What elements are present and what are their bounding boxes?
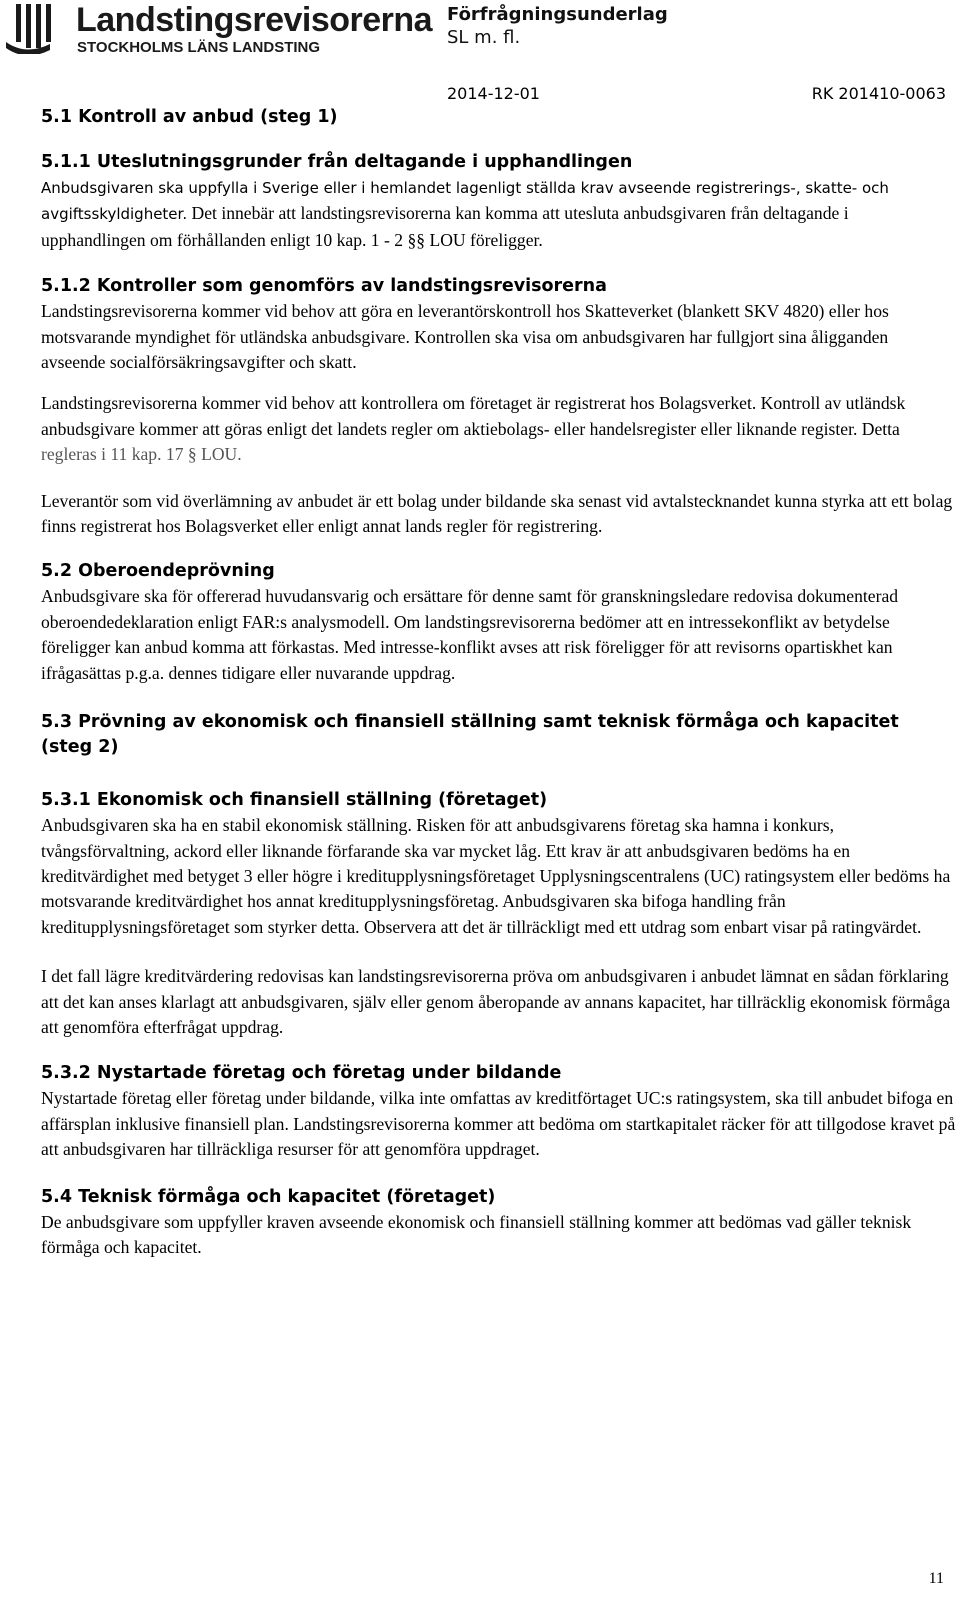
paragraph-5-1-2-b-ref: regleras i 11 kap. 17 (41, 444, 184, 465)
paragraph-5-1-2-c: Leverantör som vid överlämning av anbudet är ett bolag under bildande ska senast vid avtalstecknandet kunna styrka att ett bolag finns registrerat hos Bolagsverket eller enligt annat lands regler för registrering. (41, 490, 953, 537)
paragraph-5-1-2-a: Landstingsrevisorerna kommer vid behov att göra en leverantörskontroll hos Skatteverket (blankett SKV 4820) eller hos motsvarande myndighet för utländska anbudsgivare. Kontrollen ska visa om anbudsgivaren har fullgjort sina åligganden avseende socialförsäkringsavgifter och skatt. (41, 301, 889, 373)
paragraph-5-3-1-b: I det fall lägre kreditvärdering redovisas kan landstingsrevisorerna pröva om anbudsgivaren i anbudet lämnat en sådan förklaring att det kan anses klarlagt att anbudsgivaren, själv eller genom åberopande av annans kapacitet, har tillräcklig ekonomisk förmåga att genomföra efterfrågat uppdrag. (41, 966, 951, 1037)
page-number: 11 (928, 1570, 944, 1587)
document-reference: RK 201410-0063 (811, 84, 946, 103)
document-date: 2014-12-01 (447, 84, 540, 103)
section-heading-5-1-2: 5.1.2 Kontroller som genomförs av landstingsrevisorerna (41, 276, 607, 297)
paragraph-5-2: Anbudsgivare ska för offererad huvudansvarig och ersättare för denne samt för granskningsledare redovisa dokumenterad oberoendedeklaration enligt FAR:s analysmodell. Om landstingsrevisorerna bedömer att en intressekonflikt av betydelse föreligger kan anbud komma att förkastas. Med intresse-konflikt avses att risk föreligger för att revisorns opartiskhet kan ifrågasättas p.g.a. dennes tidigare eller nuvarande uppdrag. (41, 586, 899, 683)
logo-subtitle: STOCKHOLMS LÄNS LANDSTING (77, 39, 321, 56)
document-subtitle: SL m. fl. (447, 27, 521, 48)
paragraph-5-1-1-serif: Det innebär att landstingsrevisorerna kan komma att utesluta anbudsgivaren från deltagande i upphandlingen om förhållanden enligt 10 kap. 1 - 2 (41, 203, 849, 250)
paragraph-5-1-1-sans: Anbudsgivaren ska uppfylla i Sverige eller i hemlandet lagenligt ställda krav avseende registrerings-, skatte- och avgiftsskyldigheter. (41, 179, 889, 224)
paragraph-5-1-2-b-end: LOU. (201, 444, 242, 465)
paragraph-5-4: De anbudsgivare som uppfyller kraven avseende ekonomisk och finansiell ställning kommer att bedömas vad gäller teknisk förmåga och kapacitet. (41, 1211, 912, 1257)
section-symbol: § (187, 444, 197, 465)
document-title: Förfrågningsunderlag (447, 4, 668, 25)
paragraph-5-3-2: Nystartade företag eller företag under bildande, vilka inte omfattas av kreditförtaget UC:s ratingsystem, ska till anbudet bifoga en affärsplan inklusive finansiell plan. Landstingsrevisorerna kommer att bedöma om startkapitalet räcker för att tillgodose kravet på att anbudsgivaren har tillräckliga resurser för att genomföra uppdraget. (41, 1088, 956, 1160)
section-heading-5-1-1: 5.1.1 Uteslutningsgrunder från deltagande i upphandlingen (41, 152, 633, 172)
document-body (41, 150, 956, 1260)
section-heading-5-1: 5.1 Kontroll av anbud (steg 1) (41, 107, 338, 127)
paragraph-5-1-1-end: LOU föreligger. (429, 229, 543, 250)
paragraph-5-1-2-b (41, 391, 956, 467)
section-heading-5-3: 5.3 Prövning av ekonomisk och finansiell ställning samt teknisk förmåga och kapacitet (steg 2) (41, 712, 899, 758)
section-symbol: §§ (407, 229, 426, 250)
logo-mark-icon (6, 4, 68, 54)
logo (6, 1, 433, 56)
section-heading-5-2: 5.2 Oberoendeprövning (41, 561, 275, 582)
paragraph-5-3-1-a: Anbudsgivaren ska ha en stabil ekonomisk ställning. Risken för att anbudsgivarens företag ska hamna i konkurs, tvångsförvaltning, ackord eller liknande förfarande ska var mycket låg. Ett krav är att anbudsgivaren bedöms ha en kreditvärdighet med betyget 3 eller högre i kreditupplysningsföretaget Upplysningscentralens (UC) ratingsystem eller bedöms ha motsvarande kreditvärdighet hos annat kreditupplysningsföretag. Anbudsgivaren ska bifoga handling från kreditupplysningsföretaget som styrker detta. Observera att det är tillräckligt med ett utdrag som enbart visar på ratingvärdet. (41, 815, 951, 937)
paragraph-5-1-1 (41, 175, 956, 253)
paragraph-5-1-2-b-text: Landstingsrevisorerna kommer vid behov att kontrollera om företaget är registrerat hos Bolagsverket. Kontroll av utländsk anbudsgivare kommer att göras enligt det landets regler om aktiebolags- eller handelsregister eller liknande register. Detta (41, 393, 906, 439)
logo-name: Landstingsrevisorerna (76, 1, 433, 39)
section-heading-5-3-2: 5.3.2 Nystartade företag och företag under bildande (41, 1063, 562, 1084)
section-heading-5-4: 5.4 Teknisk förmåga och kapacitet (företaget) (41, 1186, 496, 1207)
section-heading-5-3-1: 5.3.1 Ekonomisk och finansiell ställning (företaget) (41, 790, 548, 811)
